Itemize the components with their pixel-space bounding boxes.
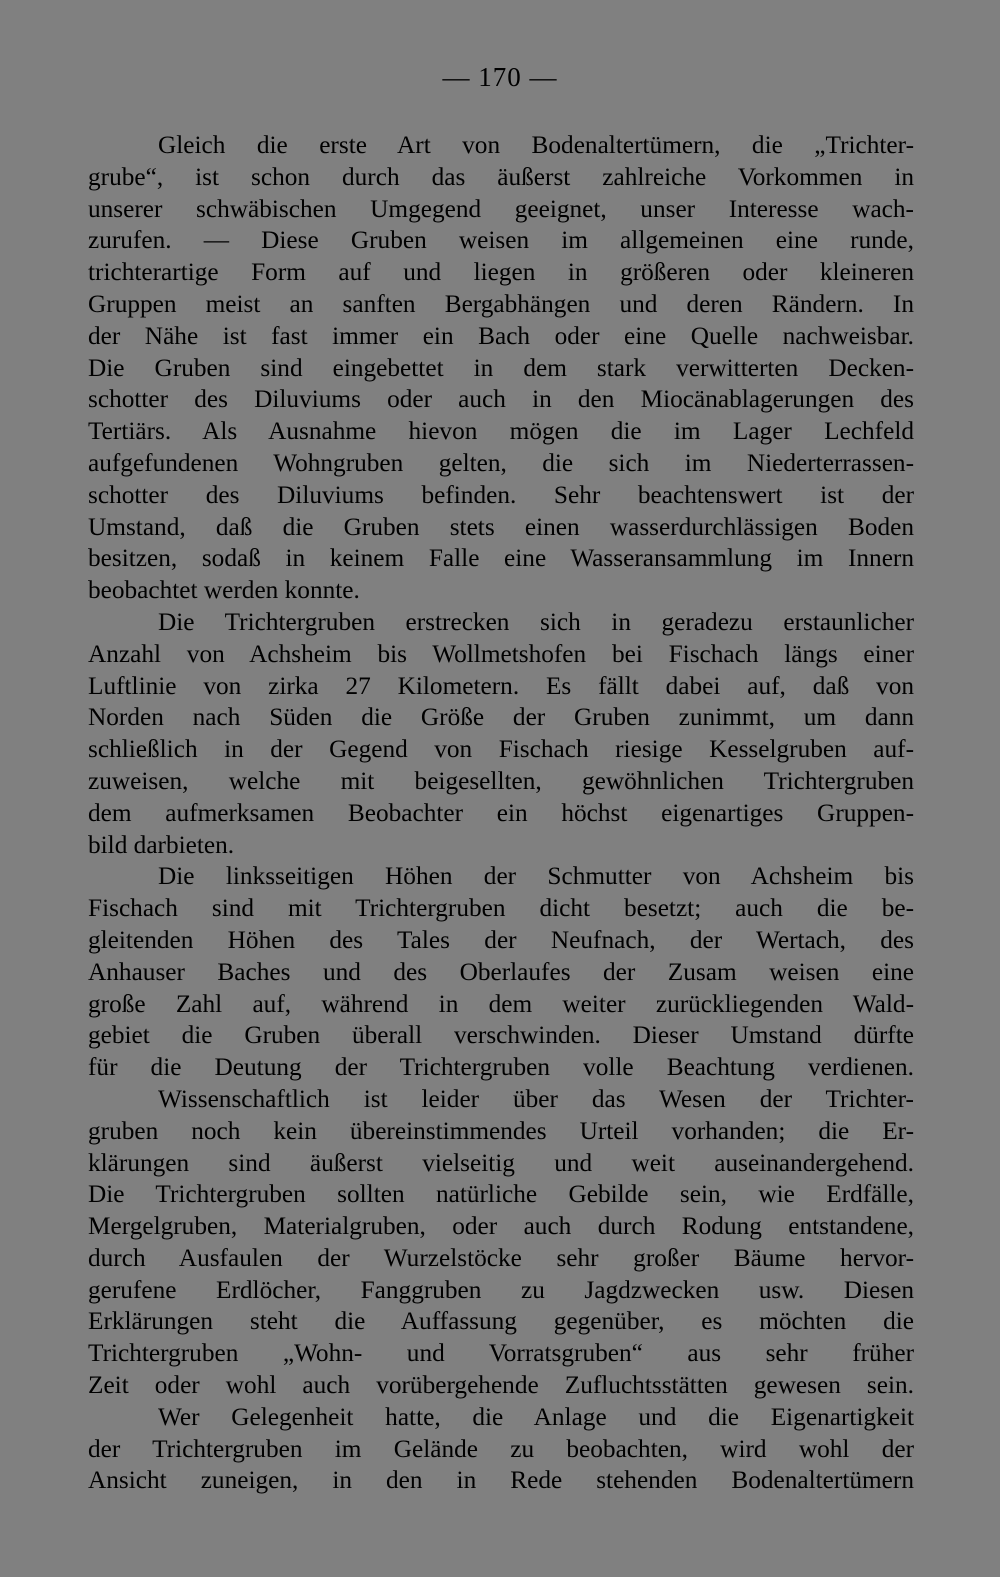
text-line: Zeit oder wohl auch vorübergehende Zufluchtsstätten gewesen sein. [88, 1371, 914, 1400]
text-line: für die Deutung der Trichtergruben volle Beachtung verdienen. [88, 1053, 914, 1082]
text-line: Gleich die erste Art von Bodenaltertümern, die „Trichter- [158, 131, 914, 159]
text-line: aufgefundenen Wohngruben gelten, die sich im Niederterrassen- [88, 448, 914, 477]
text-line: der Nähe ist fast immer ein Bach oder eine Quelle nachweisbar. [88, 321, 914, 350]
text-line: Erklärungen steht die Auffassung gegenüber, es möchten die [88, 1307, 914, 1336]
text-line: Norden nach Süden die Größe der Gruben zunimmt, um dann [88, 703, 914, 732]
text-line: Luftlinie von zirka 27 Kilometern. Es fällt dabei auf, daß von [88, 671, 914, 700]
text-line: beobachtet werden konnte. [88, 576, 360, 605]
text-line: gleitenden Höhen des Tales der Neufnach, der Wertach, des [88, 925, 914, 954]
text-line: Wissenschaftlich ist leider über das Wesen der Trichter- [158, 1084, 914, 1113]
text-line: klärungen sind äußerst vielseitig und weit auseinandergehend. [88, 1148, 914, 1177]
text-line: Ansicht zuneigen, in den in Rede stehenden Bodenaltertümern [88, 1466, 914, 1495]
text-line: unserer schwäbischen Umgegend geeignet, unser Interesse wach- [88, 194, 914, 223]
text-line: bild darbieten. [88, 830, 235, 859]
text-line: Fischach sind mit Trichtergruben dicht besetzt; auch die be- [88, 894, 914, 923]
text-line: zurufen. — Diese Gruben weisen im allgemeinen eine runde, [88, 226, 914, 255]
text-line: Anzahl von Achsheim bis Wollmetshofen bei Fischach längs einer [88, 639, 914, 668]
text-line: schotter des Diluviums oder auch in den Miocänablagerungen des [88, 385, 914, 414]
text-line: trichterartige Form auf und liegen in größeren oder kleineren [88, 258, 914, 287]
text-line: Gruppen meist an sanften Bergabhängen und deren Rändern. In [88, 289, 914, 318]
text-line: Trichtergruben „Wohn- und Vorratsgruben“ aus sehr früher [88, 1339, 914, 1368]
text-line: besitzen, sodaß in keinem Falle eine Wasseransammlung im Innern [88, 544, 914, 573]
body-text [88, 130, 914, 1497]
text-line: Mergelgruben, Materialgruben, oder auch durch Rodung entstandene, [88, 1212, 914, 1241]
text-line: Anhauser Baches und des Oberlaufes der Zusam weisen eine [88, 957, 914, 986]
text-line: Tertiärs. Als Ausnahme hievon mögen die im Lager Lechfeld [88, 417, 914, 446]
text-line: Umstand, daß die Gruben stets einen wasserdurchlässigen Boden [88, 512, 914, 541]
text-line: dem aufmerksamen Beobachter ein höchst eigenartiges Gruppen- [88, 798, 914, 827]
text-line: Die Gruben sind eingebettet in dem stark verwitterten Decken- [88, 353, 914, 382]
text-line: große Zahl auf, während in dem weiter zurückliegenden Wald- [88, 989, 914, 1018]
text-line: Die Trichtergruben sollten natürliche Gebilde sein, wie Erdfälle, [88, 1180, 914, 1209]
text-line: schließlich in der Gegend von Fischach riesige Kesselgruben auf- [88, 735, 914, 764]
page-number: — 170 — [442, 62, 558, 92]
text-line: grube“, ist schon durch das äußerst zahlreiche Vorkommen in [88, 162, 914, 191]
text-line: zuweisen, welche mit beigesellten, gewöhnlichen Trichtergruben [88, 766, 914, 795]
text-line: Wer Gelegenheit hatte, die Anlage und die Eigenartigkeit [158, 1402, 914, 1431]
text-line: gebiet die Gruben überall verschwinden. Dieser Umstand dürfte [88, 1021, 914, 1050]
text-line: durch Ausfaulen der Wurzelstöcke sehr großer Bäume hervor- [88, 1243, 914, 1272]
text-line: schotter des Diluviums befinden. Sehr beachtenswert ist der [88, 480, 914, 509]
text-line: Die Trichtergruben erstrecken sich in geradezu erstaunlicher [158, 607, 914, 636]
text-line: der Trichtergruben im Gelände zu beobachten, wird wohl der [88, 1434, 914, 1463]
text-line: Die linksseitigen Höhen der Schmutter von Achsheim bis [158, 862, 914, 891]
text-line: gruben noch kein übereinstimmendes Urteil vorhanden; die Er- [88, 1116, 914, 1145]
text-line: gerufene Erdlöcher, Fanggruben zu Jagdzwecken usw. Diesen [88, 1275, 914, 1304]
